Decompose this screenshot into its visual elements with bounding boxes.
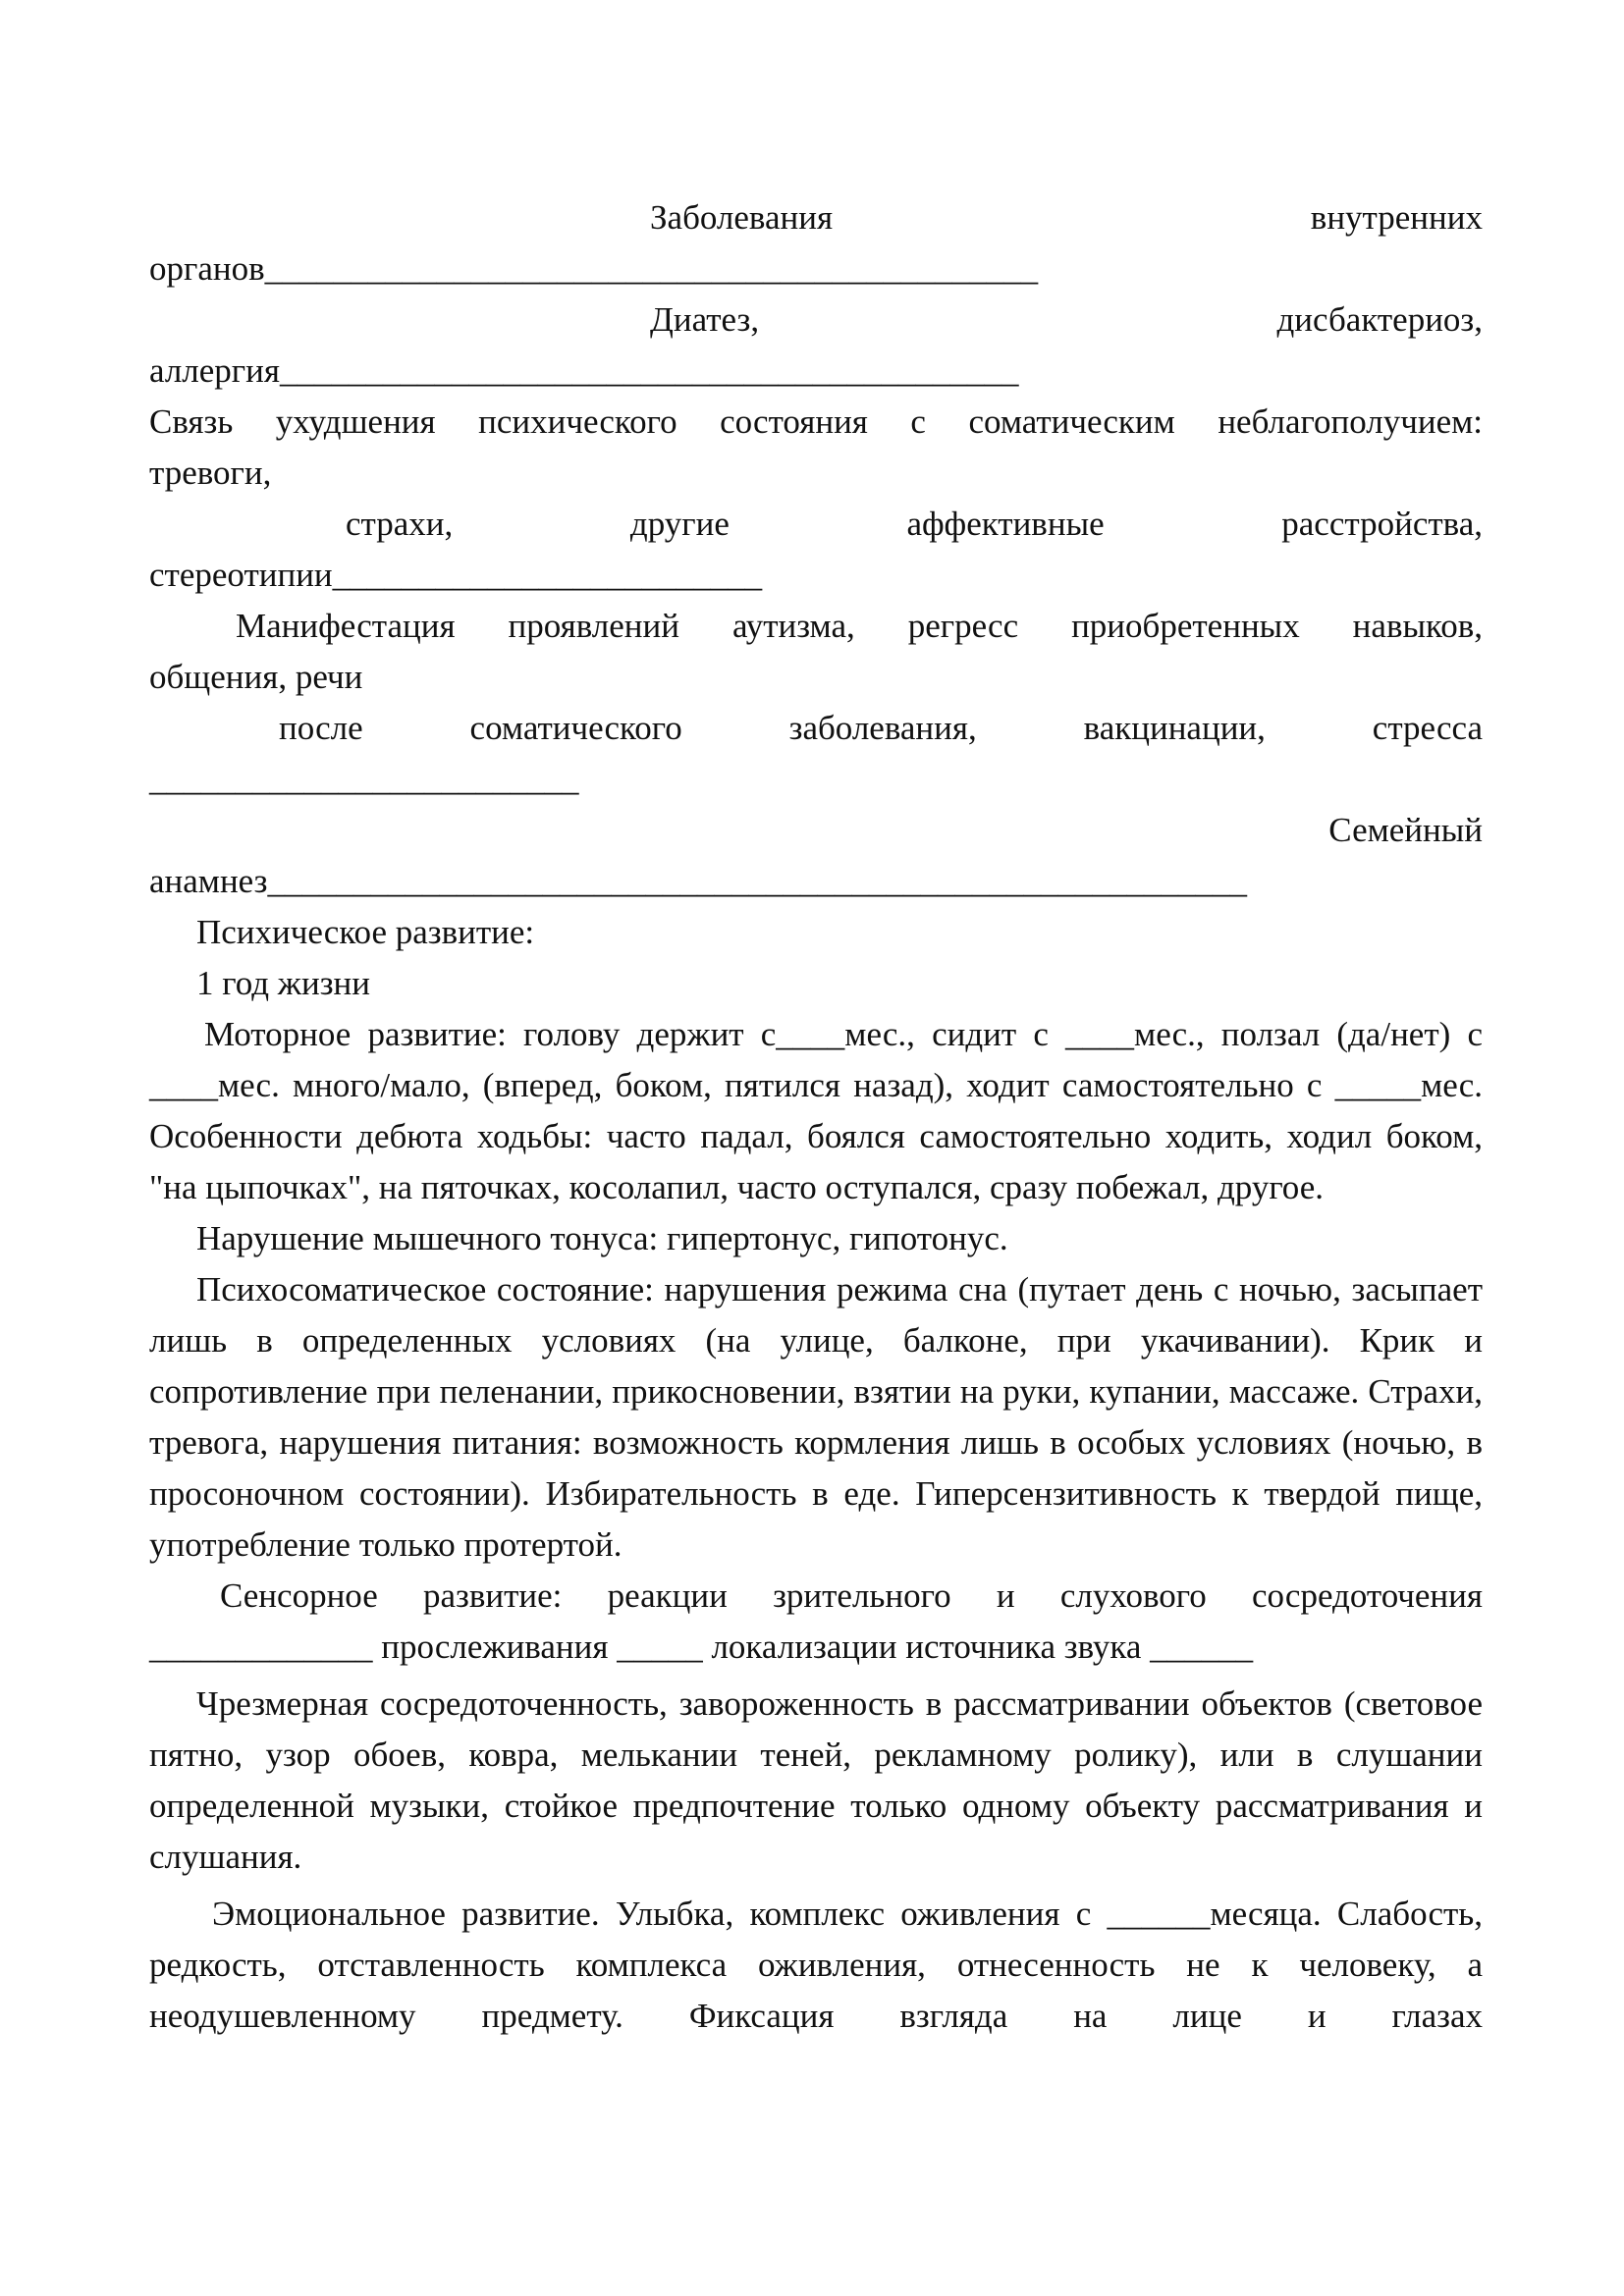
line-somatic-link: Связь ухудшения психического состояния с соматическим неблагополучием: <box>149 402 1483 441</box>
line-internal-organs-label: Заболевания внутренних <box>650 198 1483 237</box>
field-family-history: анамнез_________________________________________________________ <box>149 862 1247 900</box>
paragraph-sensory-development: Сенсорное развитие: реакции зрительного и слухового сосредоточения <box>220 1576 1483 1615</box>
paragraph-emotional-development: Эмоциональное развитие. Улыбка, комплекс оживления с ______месяца. Слабость, редкость, отставленность комплекса оживления, отнесенность не к человеку, а неодушевленному предмету. Фиксация взгляда на лице и глазах <box>149 1895 1483 2035</box>
line-anxiety: тревоги, <box>149 454 272 492</box>
paragraph-psychosomatic: Психосоматическое состояние: нарушения режима сна (путает день с ночью, засыпает лишь в определенных условиях (на улице, балконе, при укачивании). Крик и сопротивление при пеленании, прикосновении, взятии на руки, купании, массаже. Страхи, тревога, нарушения питания: возможность кормления лишь в особых условиях (ночью, в просоночном состоянии). Избирательность в еде. Гиперсензитивность к твердой пище, употребление только протертой. <box>149 1270 1483 1564</box>
line-communication: общения, речи <box>149 658 363 696</box>
paragraph-fixation: Чрезмерная сосредоточенность, завороженность в рассматривании объектов (световое пятно, узор обоев, ковра, мелькании теней, рекламному ролику), или в слушании определенной музыки, стойкое предпочтение только одному объекту рассматривания и слушания. <box>149 1684 1483 1876</box>
line-after-illness: после соматического заболевания, вакцинации, стресса <box>279 709 1483 747</box>
field-allergy: аллергия___________________________________________ <box>149 351 1019 390</box>
heading-mental-development: Психическое развитие: <box>196 913 535 951</box>
field-after-illness: _________________________ <box>149 760 579 798</box>
line-family-label: Семейный <box>1328 811 1483 849</box>
line-fears: страхи, другие аффективные расстройства, <box>346 505 1483 543</box>
field-stereotypies: стереотипии_________________________ <box>149 556 763 594</box>
paragraph-motor-development: Моторное развитие: голову держит с____мес., сидит с ____мес., ползал (да/нет) с ____мес. много/мало, (вперед, боком, пятился назад), ходит самостоятельно с _____мес. Особенности дебюта ходьбы: часто падал, боялся самостоятельно ходить, ходил боком, "на цыпочках", на пяточках, косолапил, часто оступался, сразу побежал, другое. <box>149 1015 1483 1206</box>
field-internal-organs: органов_____________________________________________ <box>149 249 1039 288</box>
line-manifestation: Манифестация проявлений аутизма, регресс приобретенных навыков, <box>236 607 1483 645</box>
heading-first-year: 1 год жизни <box>196 964 370 1002</box>
document-body <box>149 192 1483 2042</box>
paragraph-muscle-tone: Нарушение мышечного тонуса: гипертонус, гипотонус. <box>196 1219 1008 1257</box>
line-diathesis-label: Диатез, дисбактериоз, <box>650 300 1483 339</box>
field-sensory-reactions: _____________ прослеживания _____ локализации источника звука ______ <box>149 1628 1254 1666</box>
